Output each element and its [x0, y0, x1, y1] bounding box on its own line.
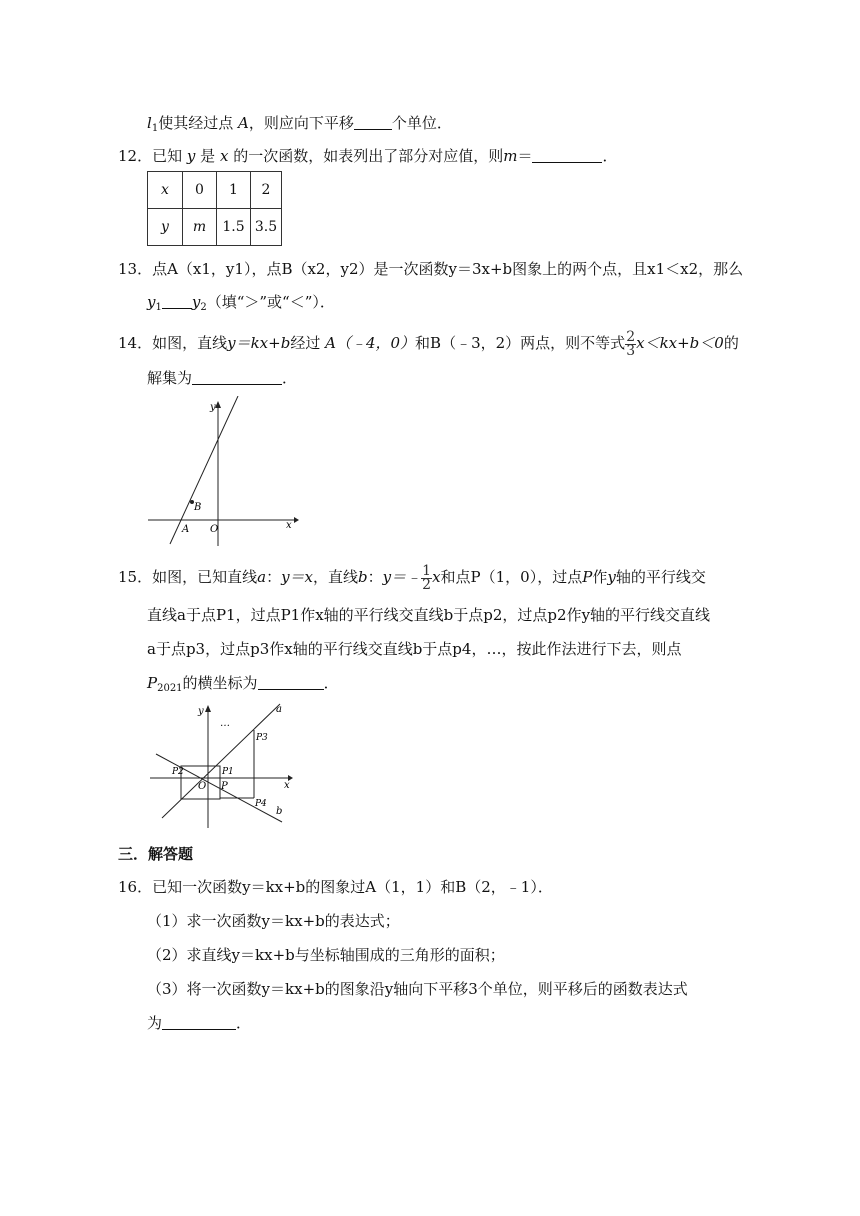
- q16-part1: （1）求一次函数y＝kx+b的表达式；: [147, 912, 400, 930]
- answer-blank[interactable]: [532, 148, 602, 163]
- table-cell: x: [148, 172, 183, 209]
- table-cell: 2: [251, 172, 282, 209]
- point-p-label: P: [221, 781, 228, 792]
- origin-label: O: [210, 524, 219, 535]
- table-cell: y: [148, 209, 183, 246]
- table-row: [148, 172, 282, 209]
- point-b-label: B: [194, 502, 202, 513]
- q14-line2: 解集为 ．: [147, 369, 298, 387]
- ellipsis-label: …: [220, 718, 230, 729]
- line-a-label: a: [276, 704, 282, 715]
- x-axis-label: x: [284, 780, 290, 791]
- answer-blank[interactable]: [258, 675, 324, 690]
- q14-figure: [144, 396, 300, 548]
- x-axis-label: x: [286, 520, 292, 531]
- table-cell: 1.5: [217, 209, 251, 246]
- q11-line: $l_1$使其经过点 A，则应向下平移 个单位．: [147, 114, 452, 134]
- section-heading: 三．解答题: [118, 845, 194, 863]
- q15-line1: 15．如图，已知直线a：y＝x，直线b：y＝﹣ $\frac{1}{2}$ x和点P（1，0），过点P作y轴的平行线交: [118, 562, 706, 593]
- point-a-label: A: [182, 524, 190, 535]
- y-axis-label: y: [198, 706, 204, 717]
- y-axis-label: y: [210, 402, 216, 413]
- point-p1-label: P1: [222, 767, 234, 777]
- q14-line1: 14．如图，直线y＝kx+b经过 A（﹣4，0）和B（﹣3，2）两点，则不等式 $\frac{2}{3}$ x＜kx+b＜0的: [118, 328, 739, 359]
- point-p2-label: P2: [172, 767, 184, 777]
- answer-blank[interactable]: [192, 370, 282, 385]
- q13-line1: 13．点A（x1，y1），点B（x2，y2）是一次函数y＝3x+b图象上的两个点，且x1＜x2，那么: [118, 260, 744, 278]
- table-cell: 3.5: [251, 209, 282, 246]
- table-cell: m: [183, 209, 217, 246]
- fraction: $\frac{2}{3}$: [626, 328, 636, 359]
- line-b-label: b: [276, 806, 283, 817]
- table-row: [148, 209, 282, 246]
- fraction: $\frac{1}{2}$: [422, 562, 432, 593]
- answer-blank[interactable]: [162, 1015, 236, 1030]
- q16-stem: 16．已知一次函数y＝kx+b的图象过A（1，1）和B（2，﹣1）．: [118, 878, 553, 896]
- q15-line4: $P_{2021}$的横坐标为 ．: [147, 674, 339, 694]
- q15-line2: 直线a于点P1，过点P1作x轴的平行线交直线b于点p2，过点p2作y轴的平行线交直线: [147, 606, 711, 624]
- origin-label: O: [198, 781, 207, 792]
- q15-figure: [148, 700, 296, 830]
- q16-part3: （3）将一次函数y＝kx+b的图象沿y轴向下平移3个单位，则平移后的函数表达式: [147, 980, 688, 998]
- q12-stem: 12．已知 y 是 x 的一次函数，如表列出了部分对应值，则m＝ ．: [118, 147, 618, 165]
- value-table: [147, 171, 282, 246]
- q15-line3: a于点p3，过点p3作x轴的平行线交直线b于点p4，…，按此作法进行下去，则点: [147, 640, 682, 658]
- answer-blank[interactable]: [162, 294, 192, 309]
- q16-part4: 为 ．: [147, 1014, 252, 1032]
- table-cell: 0: [183, 172, 217, 209]
- q13-line2: $y_1$ $y_2$（填“＞”或“＜”）．: [147, 293, 335, 313]
- point-p3-label: P3: [256, 733, 268, 743]
- q16-part2: （2）求直线y＝kx+b与坐标轴围成的三角形的面积；: [147, 946, 505, 964]
- table-cell: 1: [217, 172, 251, 209]
- answer-blank[interactable]: [354, 115, 392, 130]
- point-p4-label: P4: [255, 799, 267, 809]
